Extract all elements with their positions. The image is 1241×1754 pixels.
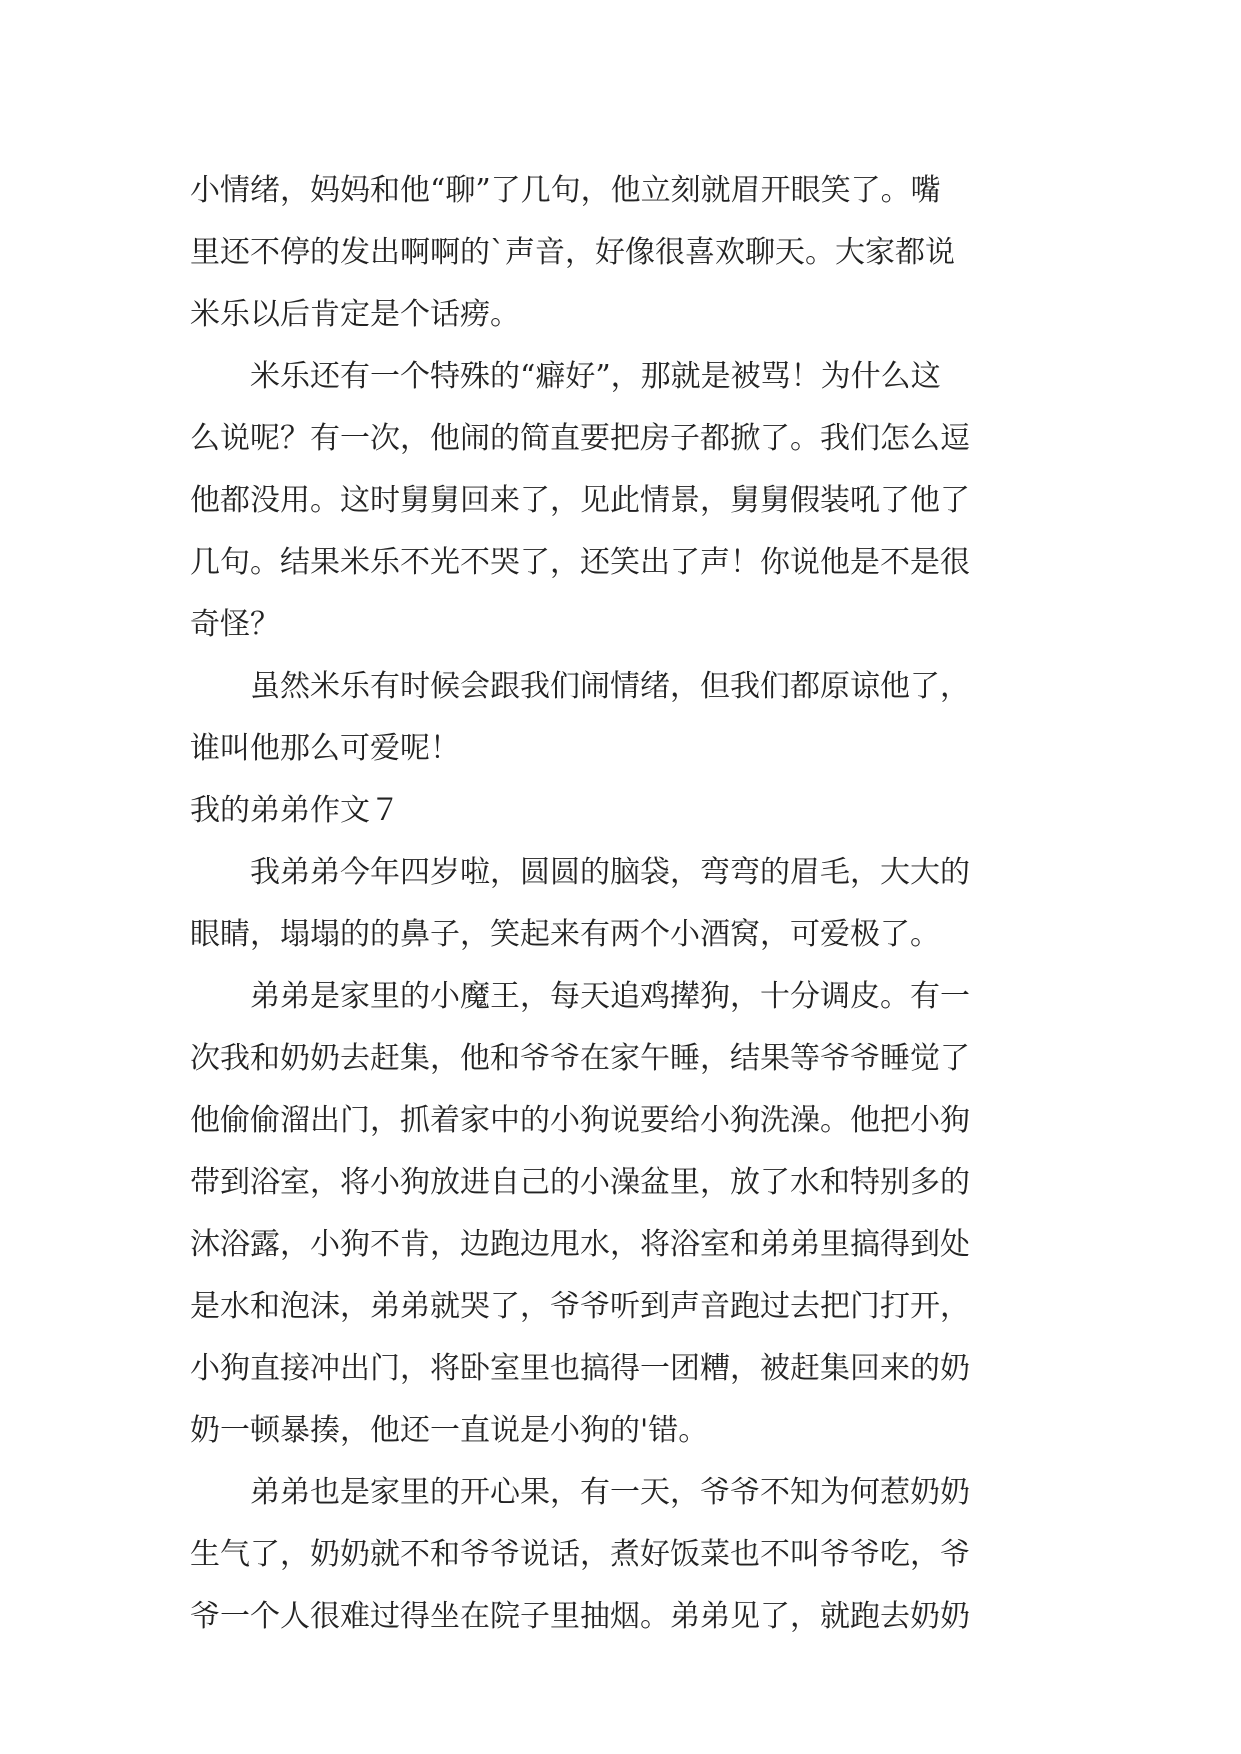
text-line: 小狗直接冲出门，将卧室里也搞得一团糟，被赶集回来的奶 xyxy=(190,1351,970,1386)
text-line: 虽然米乐有时候会跟我们闹情绪，但我们都原谅他了， xyxy=(250,669,970,704)
paragraph xyxy=(190,346,1062,656)
text-line: 带到浴室，将小狗放进自己的小澡盆里，放了水和特别多的 xyxy=(190,1165,970,1200)
text-line: 米乐还有一个特殊的“癖好”，那就是被骂！为什么这 xyxy=(250,359,941,394)
paragraph xyxy=(190,1462,1062,1648)
text-line: 奶一顿暴揍，他还一直说是小狗的'错。 xyxy=(190,1413,709,1448)
text-line: 是水和泡沫，弟弟就哭了，爷爷听到声音跑过去把门打开， xyxy=(190,1289,970,1324)
text-line: 我弟弟今年四岁啦，圆圆的脑袋，弯弯的眉毛，大大的 xyxy=(250,855,970,890)
text-line: 沐浴露，小狗不肯，边跑边甩水，将浴室和弟弟里搞得到处 xyxy=(190,1227,970,1262)
text-line: 谁叫他那么可爱呢！ xyxy=(190,731,460,766)
text-line: 眼睛，塌塌的的鼻子，笑起来有两个小酒窝，可爱极了。 xyxy=(190,917,940,952)
text-line: 弟弟是家里的小魔王，每天追鸡撵狗，十分调皮。有一 xyxy=(250,979,970,1014)
text-line: 米乐以后肯定是个话痨。 xyxy=(190,297,520,332)
section-heading xyxy=(190,780,1062,842)
text-line: 生气了，奶奶就不和爷爷说话，煮好饭菜也不叫爷爷吃，爷 xyxy=(190,1537,970,1572)
text-line: 小情绪，妈妈和他“聊”了几句，他立刻就眉开眼笑了。嘴 xyxy=(190,173,941,208)
paragraph xyxy=(190,966,1062,1462)
text-line: 次我和奶奶去赶集，他和爷爷在家午睡，结果等爷爷睡觉了 xyxy=(190,1041,970,1076)
heading-text: 我的弟弟作文７ xyxy=(190,793,400,828)
text-line: 爷一个人很难过得坐在院子里抽烟。弟弟见了，就跑去奶奶 xyxy=(190,1599,970,1634)
text-line: 几句。结果米乐不光不哭了，还笑出了声！你说他是不是很 xyxy=(190,545,970,580)
text-line: 奇怪？ xyxy=(190,607,280,642)
paragraph xyxy=(190,842,1062,966)
paragraph xyxy=(190,160,1062,346)
paragraph xyxy=(190,656,1062,780)
text-line: 他都没用。这时舅舅回来了，见此情景，舅舅假装吼了他了 xyxy=(190,483,970,518)
text-line: 么说呢？有一次，他闹的简直要把房子都掀了。我们怎么逗 xyxy=(190,421,970,456)
text-line: 弟弟也是家里的开心果，有一天，爷爷不知为何惹奶奶 xyxy=(250,1475,970,1510)
text-line: 里还不停的发出啊啊的`声音，好像很喜欢聊天。大家都说 xyxy=(190,235,955,270)
text-line: 他偷偷溜出门，抓着家中的小狗说要给小狗洗澡。他把小狗 xyxy=(190,1103,970,1138)
document-body xyxy=(190,160,1062,1648)
